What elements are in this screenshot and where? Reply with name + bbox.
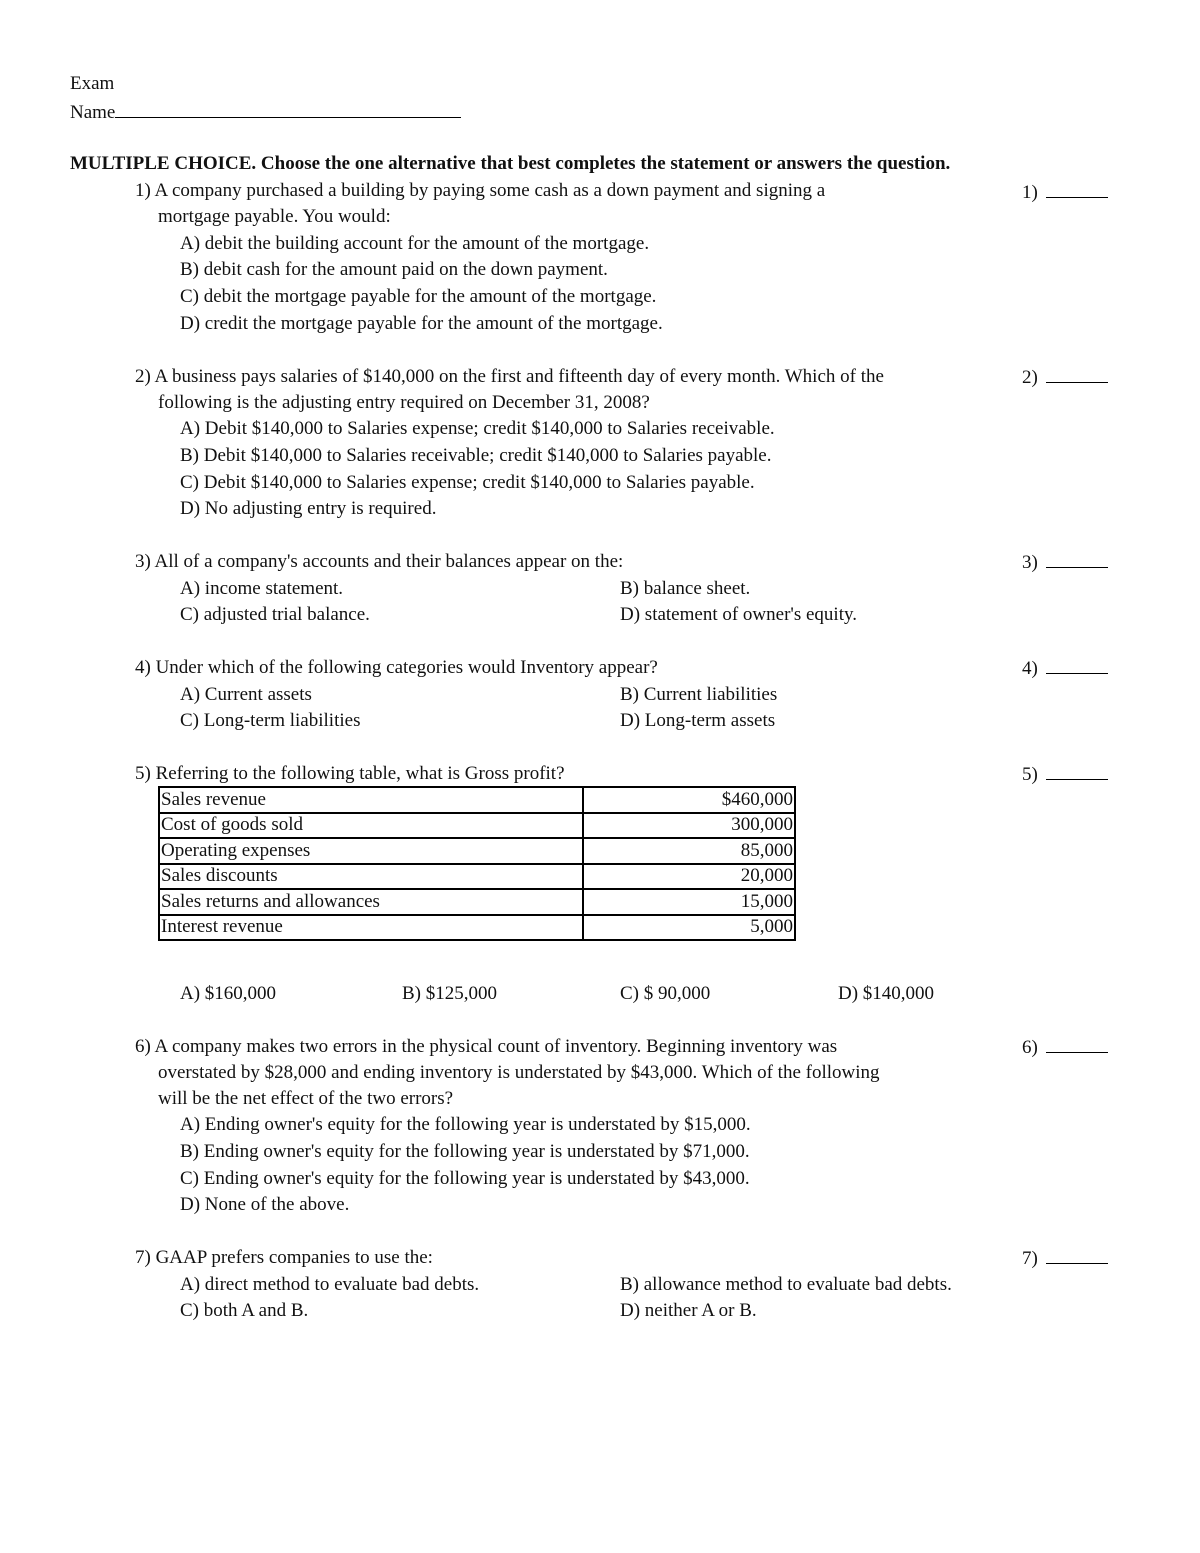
row-value: 20,000 [583, 864, 795, 890]
name-label: Name [70, 102, 116, 123]
row-label: Cost of goods sold [159, 813, 583, 839]
question-stem: mortgage payable. You would: [158, 206, 391, 227]
option-a[interactable]: A) direct method to evaluate bad debts. [180, 1274, 480, 1295]
option-d[interactable]: D) statement of owner's equity. [620, 604, 857, 625]
row-value: 5,000 [583, 915, 795, 941]
question-stem: 2) A business pays salaries of $140,000 on the first and fifteenth day of every month. Which of the [135, 366, 884, 387]
option-d[interactable]: D) neither A or B. [620, 1300, 757, 1321]
question-stem: 1) A company purchased a building by paying some cash as a down payment and signing a [135, 180, 826, 201]
answer-slot[interactable] [1022, 552, 1108, 574]
table-row [159, 889, 795, 915]
answer-blank[interactable] [1046, 183, 1108, 198]
answer-blank[interactable] [1046, 368, 1108, 383]
question-stem: 3) All of a company's accounts and their balances appear on the: [135, 551, 624, 572]
option-b[interactable]: B) Ending owner's equity for the following year is understated by $71,000. [180, 1141, 750, 1162]
option-a[interactable]: A) debit the building account for the amount of the mortgage. [180, 233, 650, 254]
row-value: 15,000 [583, 889, 795, 915]
instructions: MULTIPLE CHOICE. Choose the one alternative that best completes the statement or answers the question. [70, 153, 951, 174]
answer-slot[interactable] [1022, 182, 1108, 204]
question-stem: 4) Under which of the following categories would Inventory appear? [135, 657, 658, 678]
answer-blank[interactable] [1046, 659, 1108, 674]
option-d[interactable]: D) Long-term assets [620, 710, 776, 731]
answer-number: 1) [1022, 182, 1038, 203]
option-d[interactable]: D) credit the mortgage payable for the amount of the mortgage. [180, 313, 663, 334]
row-value: 300,000 [583, 813, 795, 839]
answer-blank[interactable] [1046, 1038, 1108, 1053]
option-d[interactable]: D) No adjusting entry is required. [180, 498, 437, 519]
question-stem: 7) GAAP prefers companies to use the: [135, 1247, 433, 1268]
table-row [159, 787, 795, 813]
option-b[interactable]: B) $125,000 [402, 983, 497, 1004]
question-stem: following is the adjusting entry required on December 31, 2008? [158, 392, 650, 413]
option-c[interactable]: C) Long-term liabilities [180, 710, 361, 731]
answer-number: 3) [1022, 552, 1038, 573]
option-d[interactable]: D) None of the above. [180, 1194, 350, 1215]
option-b[interactable]: B) Debit $140,000 to Salaries receivable; credit $140,000 to Salaries payable. [180, 445, 772, 466]
option-a[interactable]: A) income statement. [180, 578, 344, 599]
option-b[interactable]: B) debit cash for the amount paid on the down payment. [180, 259, 608, 280]
option-c[interactable]: C) adjusted trial balance. [180, 604, 370, 625]
answer-slot[interactable] [1022, 764, 1108, 786]
answer-slot[interactable] [1022, 1037, 1108, 1059]
gross-profit-table [158, 786, 796, 941]
row-value: 85,000 [583, 838, 795, 864]
answer-blank[interactable] [1046, 553, 1108, 568]
option-b[interactable]: B) balance sheet. [620, 578, 751, 599]
option-d[interactable]: D) $140,000 [838, 983, 935, 1004]
question-stem: 6) A company makes two errors in the physical count of inventory. Beginning inventory was [135, 1036, 838, 1057]
option-c[interactable]: C) $ 90,000 [620, 983, 711, 1004]
exam-title: Exam [70, 73, 115, 94]
option-c[interactable]: C) Ending owner's equity for the following year is understated by $43,000. [180, 1168, 750, 1189]
answer-number: 7) [1022, 1248, 1038, 1269]
row-value: $460,000 [583, 787, 795, 813]
row-label: Sales discounts [159, 864, 583, 890]
option-c[interactable]: C) debit the mortgage payable for the amount of the mortgage. [180, 286, 657, 307]
answer-number: 6) [1022, 1037, 1038, 1058]
table-row [159, 838, 795, 864]
answer-slot[interactable] [1022, 658, 1108, 680]
row-label: Interest revenue [159, 915, 583, 941]
answer-blank[interactable] [1046, 1249, 1108, 1264]
option-a[interactable]: A) Current assets [180, 684, 312, 705]
option-c[interactable]: C) Debit $140,000 to Salaries expense; credit $140,000 to Salaries payable. [180, 472, 755, 493]
option-a[interactable]: A) Ending owner's equity for the following year is understated by $15,000. [180, 1114, 751, 1135]
table-row [159, 813, 795, 839]
answer-number: 2) [1022, 367, 1038, 388]
option-a[interactable]: A) $160,000 [180, 983, 277, 1004]
question-stem: overstated by $28,000 and ending inventory is understated by $43,000. Which of the following [158, 1062, 880, 1083]
row-label: Operating expenses [159, 838, 583, 864]
answer-slot[interactable] [1022, 367, 1108, 389]
option-b[interactable]: B) allowance method to evaluate bad debts. [620, 1274, 952, 1295]
row-label: Sales returns and allowances [159, 889, 583, 915]
option-c[interactable]: C) both A and B. [180, 1300, 309, 1321]
option-b[interactable]: B) Current liabilities [620, 684, 778, 705]
option-a[interactable]: A) Debit $140,000 to Salaries expense; credit $140,000 to Salaries receivable. [180, 418, 775, 439]
answer-blank[interactable] [1046, 765, 1108, 780]
name-field[interactable] [70, 100, 461, 124]
question-stem: will be the net effect of the two errors? [158, 1088, 454, 1109]
answer-number: 4) [1022, 658, 1038, 679]
table-row [159, 915, 795, 941]
answer-number: 5) [1022, 764, 1038, 785]
table-row [159, 864, 795, 890]
row-label: Sales revenue [159, 787, 583, 813]
answer-slot[interactable] [1022, 1248, 1108, 1270]
name-line[interactable] [115, 100, 461, 118]
question-stem: 5) Referring to the following table, what is Gross profit? [135, 763, 565, 784]
